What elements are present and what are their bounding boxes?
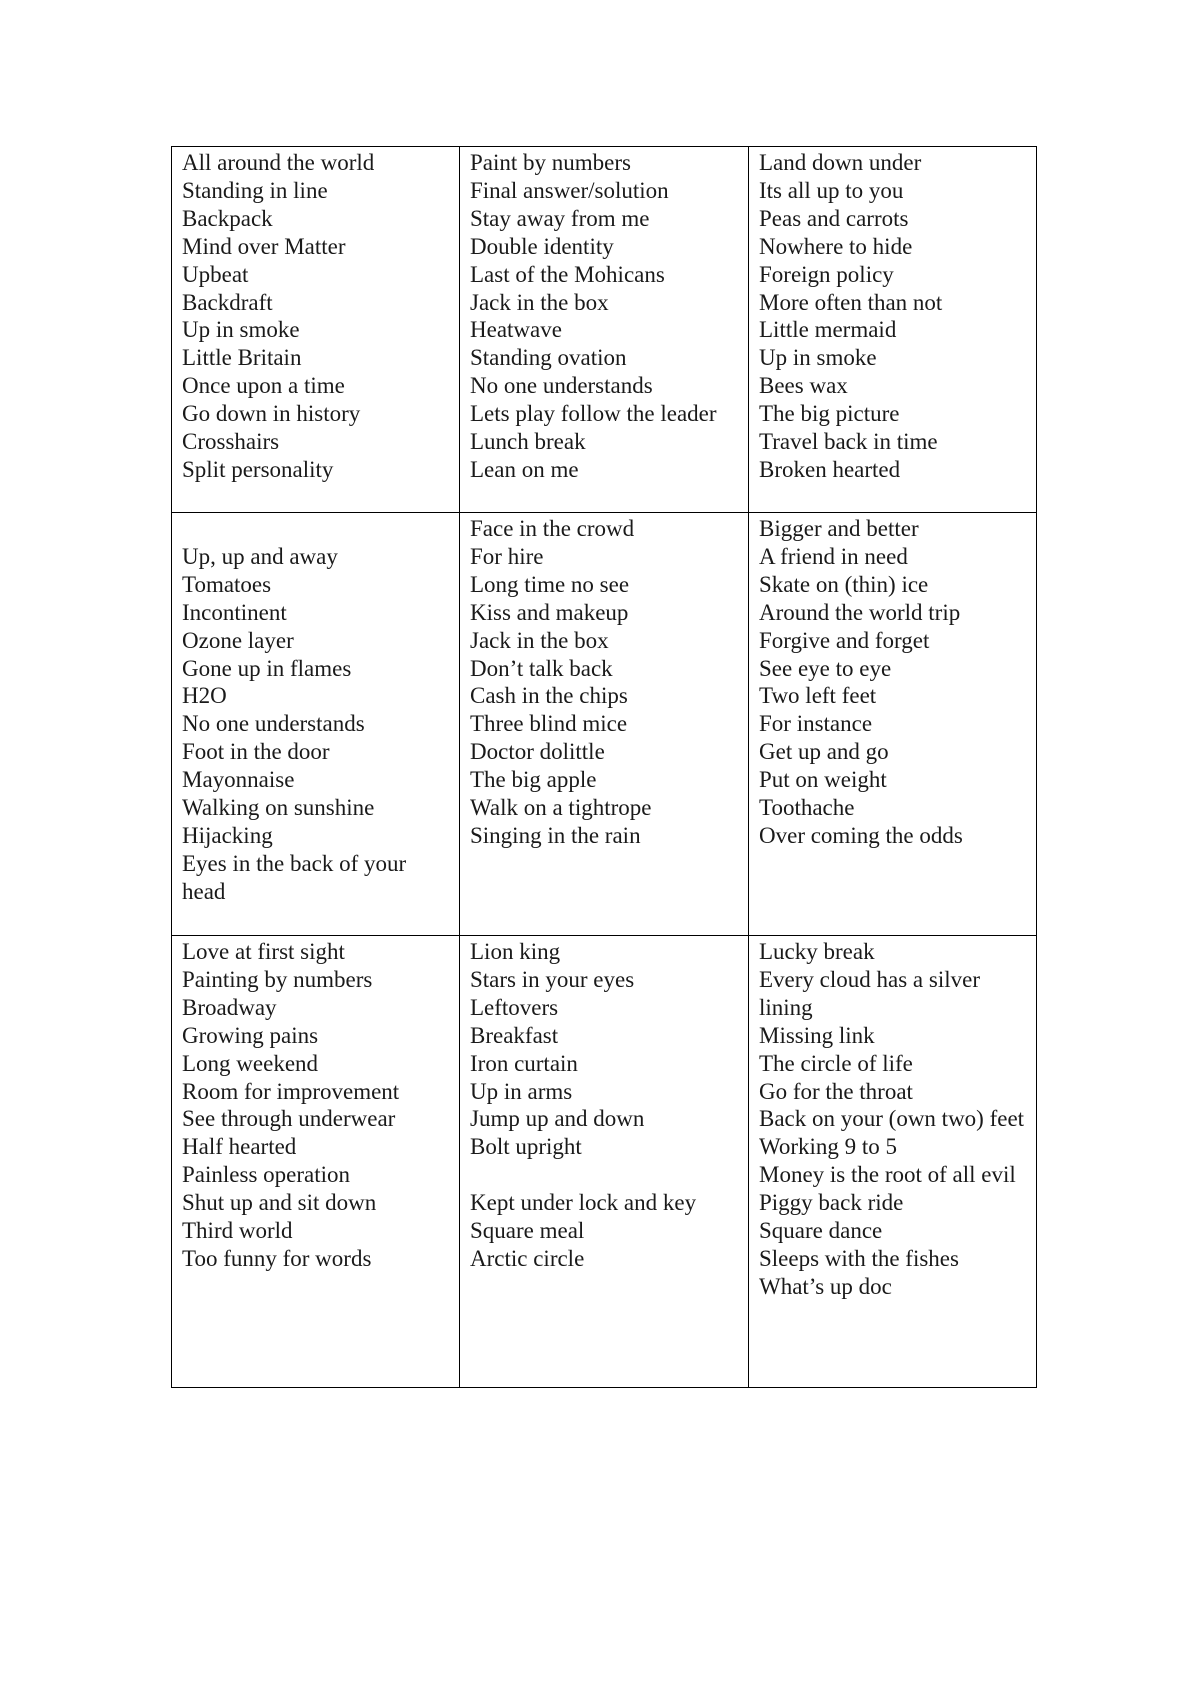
phrase-item: Little Britain — [182, 345, 302, 371]
grid-row — [172, 513, 1037, 936]
phrase-cell — [172, 936, 460, 1388]
phrase-item: Painless operation — [182, 1162, 350, 1188]
phrase-item: Eyes in the back of your head — [182, 850, 407, 904]
phrase-item: Lets play follow the leader — [470, 401, 717, 427]
phrase-item: Foreign policy — [759, 261, 894, 287]
phrase-item: Standing in line — [182, 177, 328, 203]
phrase-item: Iron curtain — [470, 1050, 578, 1076]
phrase-item: Toothache — [759, 795, 855, 821]
phrase-item: Last of the Mohicans — [470, 261, 665, 287]
phrase-item: Piggy back ride — [759, 1190, 904, 1216]
phrase-item: Kiss and makeup — [470, 599, 629, 625]
phrase-item: What’s up doc — [759, 1273, 892, 1299]
phrase-item: Travel back in time — [759, 429, 938, 455]
phrase-item: Stay away from me — [470, 205, 650, 231]
phrase-item: Split personality — [182, 456, 334, 482]
phrase-item: Stars in your eyes — [470, 966, 635, 992]
phrase-item: Go down in history — [182, 401, 361, 427]
phrase-item: Jack in the box — [470, 627, 609, 653]
phrase-item: Kept under lock and key — [470, 1190, 697, 1216]
phrase-item: Face in the crowd — [470, 516, 635, 541]
phrase-item: Crosshairs — [182, 429, 280, 455]
phrase-item: Once upon a time — [182, 373, 345, 399]
phrase-item: Land down under — [759, 150, 922, 175]
phrase-item: The circle of life — [759, 1050, 913, 1076]
phrase-item: Heatwave — [470, 317, 562, 343]
phrase-item: All around the world — [182, 150, 375, 175]
phrase-item: See through underwear — [182, 1106, 396, 1132]
phrase-item: Broken hearted — [759, 456, 901, 482]
phrase-item: For hire — [470, 543, 544, 569]
phrase-item: Growing pains — [182, 1022, 319, 1048]
phrase-item: No one understands — [470, 373, 653, 399]
phrase-item: Sleeps with the fishes — [759, 1245, 959, 1271]
phrase-item: Lion king — [470, 939, 561, 964]
phrase-item: Mind over Matter — [182, 233, 346, 259]
phrase-item: Shut up and sit down — [182, 1190, 377, 1216]
phrase-item: H2O — [182, 683, 227, 709]
phrase-item: Backpack — [182, 205, 273, 231]
phrase-item: Two left feet — [759, 683, 877, 709]
phrase-item: Walk on a tightrope — [470, 795, 652, 821]
phrase-item: Incontinent — [182, 599, 287, 625]
phrase-item: Singing in the rain — [470, 822, 641, 848]
phrase-item: Cash in the chips — [470, 683, 628, 709]
phrase-item: Painting by numbers — [182, 966, 373, 992]
phrase-item: The big apple — [470, 767, 597, 793]
phrase-cell — [460, 936, 749, 1388]
phrase-item: Working 9 to 5 — [759, 1134, 898, 1160]
blank-line — [470, 1161, 740, 1189]
phrase-item: Leftovers — [470, 994, 559, 1020]
grid-row — [172, 936, 1037, 1388]
phrase-item: Lean on me — [470, 456, 579, 482]
phrase-grid-table — [171, 146, 1037, 1388]
phrase-item: Lucky break — [759, 939, 875, 964]
phrase-item: A friend in need — [759, 543, 908, 569]
phrase-item: Half hearted — [182, 1134, 297, 1160]
phrase-item: Mayonnaise — [182, 767, 295, 793]
phrase-cell — [172, 147, 460, 513]
phrase-item: Skate on (thin) ice — [759, 571, 929, 597]
phrase-item: Breakfast — [470, 1022, 559, 1048]
phrase-grid-body — [172, 147, 1037, 1388]
phrase-item: Final answer/solution — [470, 177, 669, 203]
phrase-item: Jack in the box — [470, 289, 609, 315]
grid-row — [172, 147, 1037, 513]
phrase-item: Lunch break — [470, 429, 586, 455]
phrase-item: Walking on sunshine — [182, 795, 375, 821]
phrase-item: Square dance — [759, 1218, 883, 1244]
phrase-item: Broadway — [182, 994, 277, 1020]
phrase-item: Tomatoes — [182, 571, 272, 597]
phrase-item: More often than not — [759, 289, 943, 315]
phrase-cell — [749, 147, 1037, 513]
blank-line — [182, 515, 451, 543]
phrase-cell — [749, 936, 1037, 1388]
phrase-item: Nowhere to hide — [759, 233, 913, 259]
phrase-item: Missing link — [759, 1022, 875, 1048]
phrase-item: Long weekend — [182, 1050, 319, 1076]
phrase-item: Don’t talk back — [470, 655, 613, 681]
phrase-item: Get up and go — [759, 739, 889, 765]
phrase-item: Backdraft — [182, 289, 273, 315]
phrase-item: Jump up and down — [470, 1106, 645, 1132]
phrase-item: Little mermaid — [759, 317, 897, 343]
phrase-item: Money is the root of all evil — [759, 1162, 1016, 1188]
phrase-item: The big picture — [759, 401, 900, 427]
phrase-item: Double identity — [470, 233, 614, 259]
phrase-item: For instance — [759, 711, 873, 737]
phrase-item: Over coming the odds — [759, 822, 963, 848]
phrase-cell — [460, 147, 749, 513]
phrase-item: No one understands — [182, 711, 365, 737]
phrase-item: Room for improvement — [182, 1078, 400, 1104]
phrase-item: Square meal — [470, 1218, 585, 1244]
phrase-item: Hijacking — [182, 822, 273, 848]
phrase-item: Up in arms — [470, 1078, 573, 1104]
phrase-item: Standing ovation — [470, 345, 627, 371]
phrase-item: Long time no see — [470, 571, 630, 597]
phrase-item: Gone up in flames — [182, 655, 352, 681]
phrase-item: Upbeat — [182, 261, 249, 287]
phrase-item: Back on your (own two) feet — [759, 1106, 1025, 1132]
phrase-item: Ozone layer — [182, 627, 294, 653]
phrase-item: Around the world trip — [759, 599, 961, 625]
phrase-item: Bigger and better — [759, 516, 919, 541]
phrase-item: Three blind mice — [470, 711, 628, 737]
phrase-item: Bolt upright — [470, 1134, 582, 1160]
phrase-item: Foot in the door — [182, 739, 330, 765]
phrase-item: Love at first sight — [182, 939, 345, 964]
phrase-item: Paint by numbers — [470, 150, 631, 175]
phrase-item: Its all up to you — [759, 177, 904, 203]
phrase-item: See eye to eye — [759, 655, 892, 681]
phrase-item: Up in smoke — [182, 317, 300, 343]
phrase-item: Up, up and away — [182, 543, 338, 569]
phrase-item: Bees wax — [759, 373, 848, 399]
phrase-item: Arctic circle — [470, 1245, 585, 1271]
phrase-item: Put on weight — [759, 767, 887, 793]
phrase-item: Doctor dolittle — [470, 739, 605, 765]
phrase-item: Every cloud has a silver lining — [759, 966, 980, 1020]
phrase-item: Up in smoke — [759, 345, 877, 371]
phrase-cell — [749, 513, 1037, 936]
phrase-item: Peas and carrots — [759, 205, 909, 231]
phrase-item: Third world — [182, 1218, 293, 1244]
phrase-item: Too funny for words — [182, 1245, 372, 1271]
phrase-cell — [172, 513, 460, 936]
phrase-cell — [460, 513, 749, 936]
phrase-item: Go for the throat — [759, 1078, 913, 1104]
phrase-item: Forgive and forget — [759, 627, 930, 653]
